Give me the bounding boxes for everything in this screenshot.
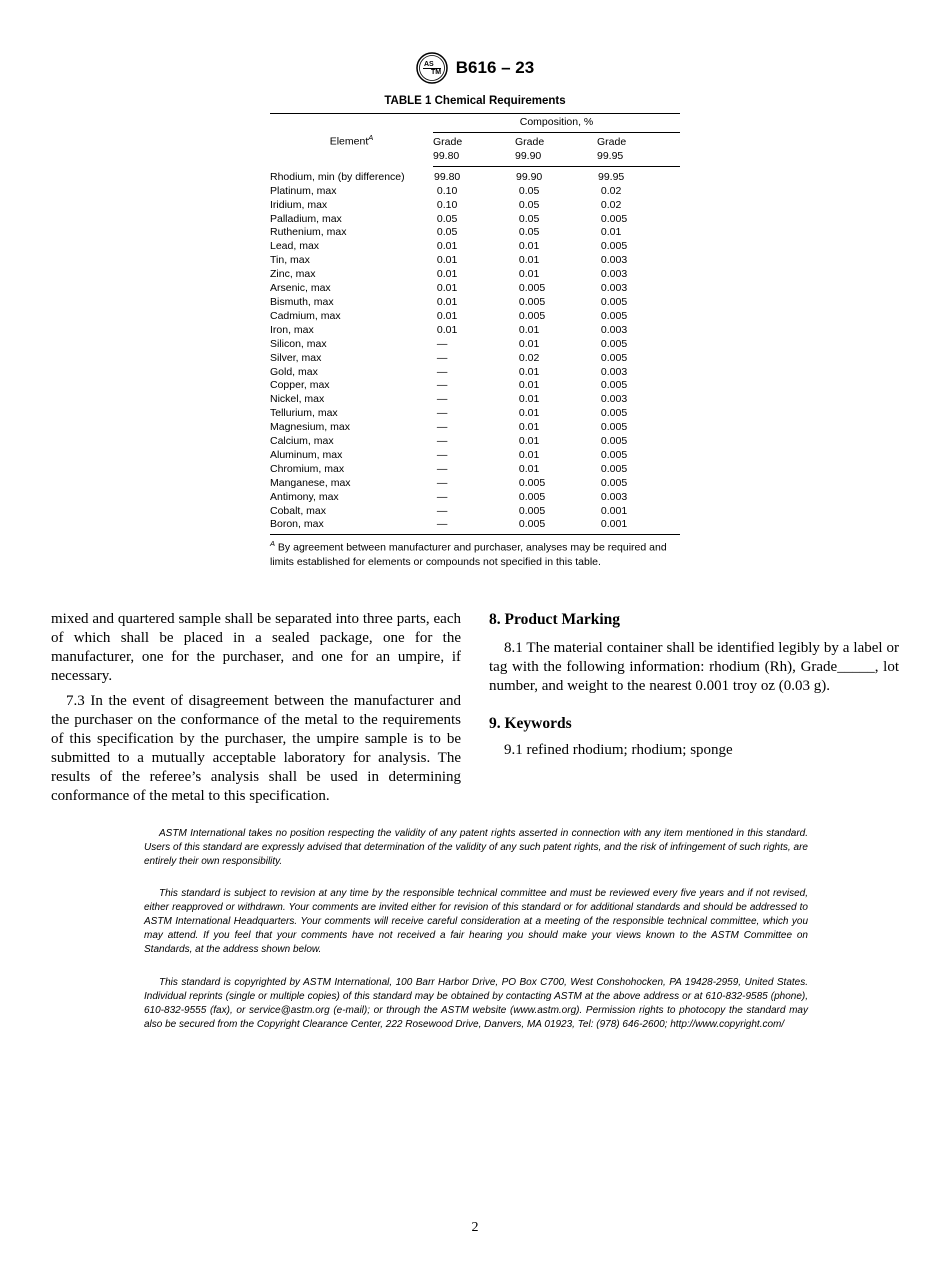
table-row xyxy=(270,407,680,421)
section-8-heading: 8. Product Marking xyxy=(489,611,621,628)
grade-value-cell: 0.01 xyxy=(516,462,540,475)
element-cell: Calcium, max xyxy=(270,435,334,448)
element-cell: Silver, max xyxy=(270,351,322,364)
grade-value-cell: 0.05 xyxy=(434,212,458,225)
table-row xyxy=(270,379,680,393)
grade-value-cell: 0.005 xyxy=(598,476,628,489)
grade-value-cell: 0.003 xyxy=(598,254,628,267)
grade-value-cell: — xyxy=(434,365,448,378)
grade-value-cell: — xyxy=(434,393,448,406)
grade-value-cell: 0.01 xyxy=(516,393,540,406)
element-cell: Iron, max xyxy=(270,323,314,336)
table-row xyxy=(270,268,680,282)
grade-value-cell: 0.005 xyxy=(598,379,628,392)
grade-value-cell: 0.01 xyxy=(434,295,458,308)
grade-value-cell: 0.01 xyxy=(516,254,540,267)
grade-value-cell: 0.05 xyxy=(516,212,540,225)
element-cell: Rhodium, min (by difference) xyxy=(270,170,405,183)
element-cell: Cobalt, max xyxy=(270,504,327,517)
table-footnote: $^A$ By agreement between manufacturer and purchaser, analyses may be required and limits established for elements or compounds not specified in this table. xyxy=(270,539,667,568)
section-9-heading: 9. Keywords xyxy=(489,715,572,732)
revision-notice: This standard is subject to revision at any time by the responsible technical committee and must be reviewed every five years and if not revised, either reapproved or withdrawn. Your comments are invited either for revision of this standard or for additional standards and should be addressed to ASTM International Headquarters. Your comments will receive careful consideration at a meeting of the responsible technical committee, which you may attend. If you feel that your comments have not received a fair hearing you should make your views known to the ASTM Committee on Standards, at the address shown below. xyxy=(144,888,808,955)
grade-value-cell: — xyxy=(434,421,448,434)
grade-value-cell: 0.005 xyxy=(598,407,628,420)
grade-value-cell: 0.005 xyxy=(598,337,628,350)
grade-value-cell: 0.005 xyxy=(516,309,546,322)
grade-value-cell: 0.01 xyxy=(516,379,540,392)
element-cell: Iridium, max xyxy=(270,198,328,211)
grade-value-cell: 0.10 xyxy=(434,184,458,197)
astm-logo-icon xyxy=(416,52,448,84)
grade-value-cell: — xyxy=(434,337,448,350)
table-row xyxy=(270,435,680,449)
grade-value-cell: 0.01 xyxy=(516,435,540,448)
element-cell: Tellurium, max xyxy=(270,407,338,420)
grade-value-cell: — xyxy=(434,490,448,503)
grade-value-cell: 0.005 xyxy=(598,448,628,461)
grade-value-cell: 0.05 xyxy=(434,226,458,239)
table-row xyxy=(270,282,680,296)
element-cell: Chromium, max xyxy=(270,462,345,475)
grade-value-cell: 0.05 xyxy=(516,226,540,239)
grade-value-cell: 0.005 xyxy=(516,476,546,489)
grade-value-cell: 0.01 xyxy=(516,240,540,253)
svg-text:TM: TM xyxy=(430,69,441,76)
grade-value-cell: 0.005 xyxy=(598,462,628,475)
element-cell: Gold, max xyxy=(270,365,318,378)
table-row xyxy=(270,240,680,254)
grade-value-cell: 0.01 xyxy=(434,254,458,267)
element-cell: Boron, max xyxy=(270,518,433,534)
table-row xyxy=(270,518,680,534)
grade-value-cell: — xyxy=(433,518,515,534)
left-column xyxy=(51,610,461,806)
table-row xyxy=(270,199,680,213)
element-cell: Lead, max xyxy=(270,240,320,253)
grade-value-cell: 0.01 xyxy=(434,309,458,322)
grade-value-cell: 0.005 xyxy=(516,282,546,295)
table-title: TABLE 1 Chemical Requirements xyxy=(384,95,566,107)
right-column xyxy=(489,610,899,760)
table-row xyxy=(270,505,680,519)
grade-header-3: Grade 99.95 xyxy=(597,133,680,167)
grade-value-cell: 0.01 xyxy=(434,268,458,281)
page-number: 2 xyxy=(471,1220,479,1235)
table-row xyxy=(270,352,680,366)
element-cell: Nickel, max xyxy=(270,393,325,406)
grade-value-cell: 0.02 xyxy=(598,184,622,197)
grade-value-cell: 0.001 xyxy=(597,518,680,534)
table-row xyxy=(270,421,680,435)
grade-value-cell: 0.01 xyxy=(516,268,540,281)
grade-value-cell: 0.005 xyxy=(598,309,628,322)
grade-value-cell: 0.01 xyxy=(434,240,458,253)
grade-value-cell: 0.02 xyxy=(516,351,540,364)
standard-number: B616 – 23 xyxy=(455,58,535,77)
grade-value-cell: — xyxy=(434,448,448,461)
table-row xyxy=(270,254,680,268)
composition-header: Composition, % xyxy=(433,114,680,133)
grade-value-cell: 0.01 xyxy=(434,323,458,336)
chemical-requirements-table xyxy=(270,113,680,535)
table-row xyxy=(270,296,680,310)
table-row xyxy=(270,491,680,505)
grade-header-2: Grade 99.90 xyxy=(515,133,597,167)
table-row xyxy=(270,393,680,407)
grade-value-cell: 0.02 xyxy=(598,198,622,211)
grade-value-cell: 0.003 xyxy=(598,365,628,378)
table-row xyxy=(270,310,680,324)
grade-value-cell: 0.05 xyxy=(516,198,540,211)
table-row xyxy=(270,226,680,240)
grade-value-cell: 99.95 xyxy=(598,170,625,183)
grade-value-cell: 0.10 xyxy=(434,198,458,211)
element-cell: Manganese, max xyxy=(270,476,351,489)
copyright-notice: This standard is copyrighted by ASTM International, 100 Barr Harbor Drive, PO Box C700, West Conshohocken, PA 19428-2959, United States. Individual reprints (single or multiple copies) of this standard may be obtained by contacting ASTM at the above address or at 610-832-9585 (phone), 610-832-9555 (fax), or service@astm.org (e-mail); or through the ASTM website (www.astm.org). Permission rights to photocopy the standard may also be secured from the Copyright Clearance Center, 222 Rosewood Drive, Danvers, MA 01923, Tel: (978) 646-2600; http://www.copyright.com/ xyxy=(144,977,808,1030)
grade-value-cell: 0.005 xyxy=(516,504,546,517)
element-cell: Cadmium, max xyxy=(270,309,341,322)
paragraph-8-1: 8.1 The material container shall be identified legibly by a label or tag with the following information: rhodium (Rh), Grade_____, lot number, and weight to the nearest 0.001 troy oz (0.03 g). xyxy=(489,640,899,694)
element-cell: Magnesium, max xyxy=(270,421,350,434)
grade-value-cell: 99.90 xyxy=(516,170,543,183)
table-row xyxy=(270,213,680,227)
grade-value-cell: 0.01 xyxy=(598,226,622,239)
grade-value-cell: — xyxy=(434,351,448,364)
table-row xyxy=(270,185,680,199)
logo-letters: AS xyxy=(423,61,434,68)
grade-value-cell: 0.05 xyxy=(516,184,540,197)
table-row xyxy=(270,477,680,491)
grade-value-cell: 0.005 xyxy=(598,435,628,448)
element-cell: Platinum, max xyxy=(270,184,337,197)
paragraph-7-2-continued: mixed and quartered sample shall be separated into three parts, each of which shall be placed in a sealed package, one for the manufacturer, one for the purchaser, and one for an umpire, if necessary. xyxy=(51,611,461,684)
table-row xyxy=(270,463,680,477)
paragraph-7-3: 7.3 In the event of disagreement between the manufacturer and the purchaser on the conformance of the metal to the requirements of this specification by the purchaser, the umpire sample is to be submitted to a mutually acceptable laboratory for analysis. The results of the referee’s analysis shall be used in determining conformance of the metal to this specification. xyxy=(51,693,461,804)
grade-value-cell: 0.01 xyxy=(434,282,458,295)
grade-value-cell: 0.005 xyxy=(516,490,546,503)
table-row xyxy=(270,324,680,338)
grade-value-cell: 0.005 xyxy=(598,421,628,434)
element-cell: Copper, max xyxy=(270,379,330,392)
grade-header-1: Grade 99.80 xyxy=(433,133,515,167)
paragraph-9-1: 9.1 refined rhodium; rhodium; sponge xyxy=(504,742,733,758)
grade-value-cell: 0.003 xyxy=(598,268,628,281)
grade-value-cell: 0.005 xyxy=(598,212,628,225)
element-cell: Antimony, max xyxy=(270,490,339,503)
grade-value-cell: 0.01 xyxy=(516,448,540,461)
grade-value-cell: 0.005 xyxy=(598,351,628,364)
grade-value-cell: 0.003 xyxy=(598,490,628,503)
grade-value-cell: 0.01 xyxy=(516,323,540,336)
grade-value-cell: — xyxy=(434,504,448,517)
grade-value-cell: 0.003 xyxy=(598,393,628,406)
element-cell: Palladium, max xyxy=(270,212,342,225)
grade-value-cell: — xyxy=(434,435,448,448)
grade-value-cell: — xyxy=(434,407,448,420)
element-cell: Tin, max xyxy=(270,254,310,267)
grade-value-cell: 0.005 xyxy=(516,295,546,308)
element-cell: Zinc, max xyxy=(270,268,316,281)
element-cell: Bismuth, max xyxy=(270,295,334,308)
grade-value-cell: 0.01 xyxy=(516,407,540,420)
element-cell: Aluminum, max xyxy=(270,448,343,461)
element-column-header: Element$^A$ xyxy=(329,132,374,148)
table-row xyxy=(270,366,680,380)
grade-value-cell: — xyxy=(434,462,448,475)
grade-value-cell: 0.01 xyxy=(516,365,540,378)
grade-value-cell: 0.005 xyxy=(515,518,597,534)
element-cell: Arsenic, max xyxy=(270,282,331,295)
grade-value-cell: 0.003 xyxy=(598,323,628,336)
grade-value-cell: 0.003 xyxy=(598,282,628,295)
element-cell: Ruthenium, max xyxy=(270,226,347,239)
grade-value-cell: — xyxy=(434,476,448,489)
grade-value-cell: 0.001 xyxy=(598,504,628,517)
grade-value-cell: 0.01 xyxy=(516,421,540,434)
table-row xyxy=(270,338,680,352)
grade-value-cell: 99.80 xyxy=(434,170,461,183)
patent-notice: ASTM International takes no position respecting the validity of any patent rights asserted in connection with any item mentioned in this standard. Users of this standard are expressly advised that determination of the validity of any such patent rights, and the risk of infringement of such rights, are entirely their own responsibility. xyxy=(144,828,808,867)
page-header xyxy=(0,50,950,86)
grade-value-cell: 0.005 xyxy=(598,295,628,308)
table-row xyxy=(270,449,680,463)
grade-value-cell: — xyxy=(434,379,448,392)
grade-value-cell: 0.01 xyxy=(516,337,540,350)
table-row xyxy=(270,166,680,184)
grade-value-cell: 0.005 xyxy=(598,240,628,253)
element-cell: Silicon, max xyxy=(270,337,327,350)
